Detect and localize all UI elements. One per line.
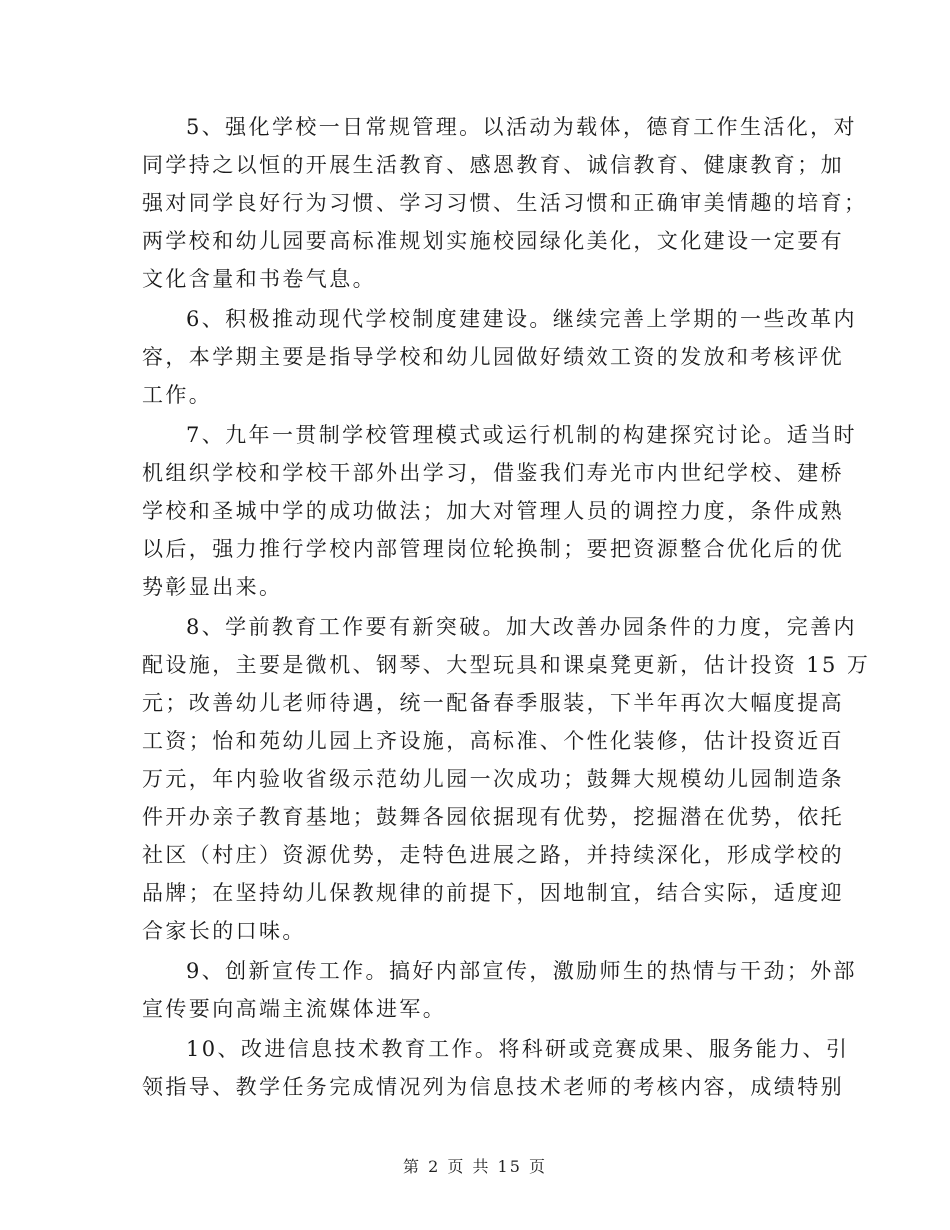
text-line: 万元，年内验收省级示范幼儿园一次成功；鼓舞大规模幼儿园制造条 (142, 767, 844, 791)
text-line: 学校和圣城中学的成功做法；加大对管理人员的调控力度，条件成熟 (142, 499, 844, 523)
text-line: 宣传要向高端主流媒体进军。 (142, 997, 447, 1021)
paragraph-item-8 (142, 608, 871, 950)
document-body (142, 108, 871, 1108)
text-line: 5、强化学校一日常规管理。以活动为载体，德育工作生活化，对 (186, 115, 857, 139)
text-line: 以后，强力推行学校内部管理岗位轮换制；要把资源整合优化后的优 (142, 537, 844, 561)
text-line: 10、改进信息技术教育工作。将科研或竞赛成果、服务能力、引 (186, 1037, 850, 1061)
text-line: 工资；怡和苑幼儿园上齐设施，高标准、个性化装修，估计投资近百 (142, 729, 844, 753)
text-line: 合家长的口味。 (142, 919, 306, 943)
paragraph-item-10 (142, 1030, 850, 1106)
paragraph-item-9 (142, 952, 857, 1028)
text-line: 工作。 (142, 383, 213, 407)
text-line: 两学校和幼儿园要高标准规划实施校园绿化美化，文化建设一定要有 (142, 229, 844, 253)
text-line: 势彰显出来。 (142, 575, 283, 599)
text-line: 元；改善幼儿老师待遇，统一配备春季服装，下半年再次大幅度提高 (142, 691, 844, 715)
paragraph-item-6 (142, 300, 857, 414)
text-line: 件开办亲子教育基地；鼓舞各园依据现有优势，挖掘潜在优势，依托 (142, 805, 844, 829)
paragraph-item-5 (142, 108, 868, 298)
page-number-footer: 第 2 页 共 15 页 (403, 1157, 547, 1176)
text-line: 机组织学校和学校干部外出学习，借鉴我们寿光市内世纪学校、建桥 (142, 461, 844, 485)
text-line: 9、创新宣传工作。搞好内部宣传，激励师生的热情与干劲；外部 (186, 959, 857, 983)
text-line: 8、学前教育工作要有新突破。加大改善办园条件的力度，完善内 (186, 615, 857, 639)
text-line: 文化含量和书卷气息。 (142, 267, 376, 291)
text-line: 6、积极推动现代学校制度建建设。继续完善上学期的一些改革内 (186, 307, 857, 331)
text-line: 社区（村庄）资源优势，走特色进展之路，并持续深化，形成学校的 (142, 843, 844, 867)
text-line: 7、九年一贯制学校管理模式或运行机制的构建探究讨论。适当时 (186, 423, 857, 447)
text-line: 强对同学良好行为习惯、学习习惯、生活习惯和正确审美情趣的培育； (142, 191, 868, 215)
text-line: 容，本学期主要是指导学校和幼儿园做好绩效工资的发放和考核评优 (142, 345, 844, 369)
paragraph-item-7 (142, 416, 857, 606)
text-line: 品牌；在坚持幼儿保教规律的前提下，因地制宜，结合实际，适度迎 (142, 881, 844, 905)
text-line: 领指导、教学任务完成情况列为信息技术老师的考核内容，成绩特别 (142, 1075, 844, 1099)
text-line: 配设施，主要是微机、钢琴、大型玩具和课桌凳更新，估计投资 15 万 (142, 653, 871, 677)
text-line: 同学持之以恒的开展生活教育、感恩教育、诚信教育、健康教育；加 (142, 153, 844, 177)
